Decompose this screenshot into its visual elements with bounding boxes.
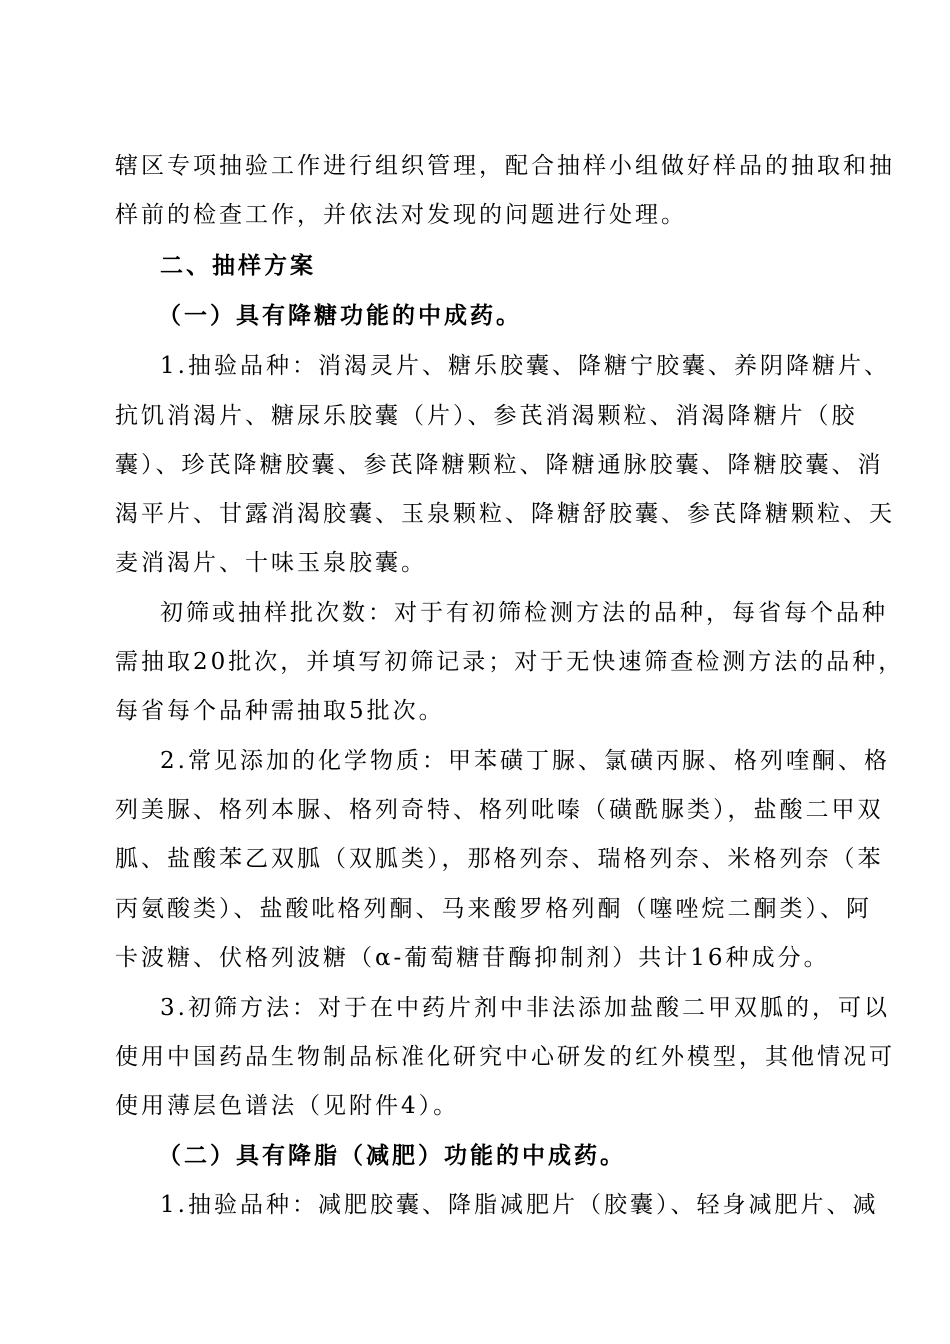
paragraph-line: 使用薄层色谱法（见附件4）。 <box>115 1093 460 1119</box>
paragraph-line: 丙氨酸类）、盐酸吡格列酮、马来酸罗格列酮（噻唑烷二酮类）、阿 <box>115 896 872 922</box>
paragraph-line: 1.抽验品种：减肥胶囊、降脂减肥片（胶囊）、轻身减肥片、减 <box>160 1192 879 1218</box>
paragraph-line: 渴平片、甘露消渴胶囊、玉泉颗粒、降糖舒胶囊、参芪降糖颗粒、天 <box>115 501 895 527</box>
paragraph-line: 麦消渴片、十味玉泉胶囊。 <box>115 550 427 576</box>
paragraph-line: 需抽取20批次，并填写初筛记录；对于无快速筛查检测方法的品种， <box>115 649 905 675</box>
paragraph-line: 使用中国药品生物制品标准化研究中心研发的红外模型，其他情况可 <box>115 1044 895 1070</box>
subsection-heading: （二）具有降脂（减肥）功能的中成药。 <box>158 1142 626 1169</box>
paragraph-line: 辖区专项抽验工作进行组织管理，配合抽样小组做好样品的抽取和抽 <box>115 153 895 179</box>
paragraph-line: 胍、盐酸苯乙双胍（双胍类），那格列奈、瑞格列奈、米格列奈（苯 <box>115 846 884 872</box>
paragraph-line: 抗饥消渴片、糖尿乐胶囊（片）、参芪消渴颗粒、消渴降糖片（胶 <box>115 403 858 429</box>
paragraph-line: 每省每个品种需抽取5批次。 <box>115 698 445 724</box>
paragraph-line: 3.初筛方法：对于在中药片剂中非法添加盐酸二甲双胍的，可以 <box>160 995 890 1021</box>
subsection-heading: （一）具有降糖功能的中成药。 <box>158 302 522 329</box>
section-heading: 二、抽样方案 <box>160 252 316 279</box>
paragraph-line: 样前的检查工作，并依法对发现的问题进行处理。 <box>115 202 687 228</box>
paragraph-line: 卡波糖、伏格列波糖（α-葡萄糖苷酶抑制剂）共计16种成分。 <box>115 945 830 971</box>
paragraph-line: 1.抽验品种：消渴灵片、糖乐胶囊、降糖宁胶囊、养阴降糖片、 <box>160 353 890 379</box>
paragraph-line: 列美脲、格列本脲、格列奇特、格列吡嗪（磺酰脲类），盐酸二甲双 <box>115 797 884 823</box>
paragraph-line: 囊）、珍芪降糖胶囊、参芪降糖颗粒、降糖通脉胶囊、降糖胶囊、消 <box>115 452 884 478</box>
paragraph-line: 初筛或抽样批次数：对于有初筛检测方法的品种，每省每个品种 <box>160 600 888 626</box>
paragraph-line: 2.常见添加的化学物质：甲苯磺丁脲、氯磺丙脲、格列喹酮、格 <box>160 748 890 774</box>
